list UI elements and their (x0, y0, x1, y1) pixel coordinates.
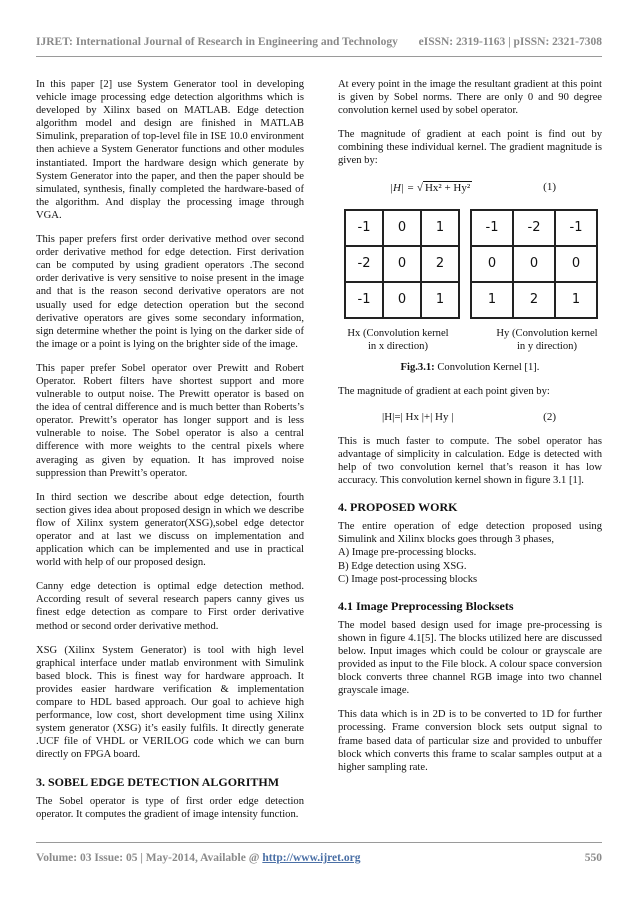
hx-caption (338, 327, 458, 353)
section-heading-4-1: 4.1 Image Preprocessing Blocksets (338, 598, 514, 613)
list-item: B) Edge detection using XSG. (338, 560, 467, 572)
page-footer (36, 852, 602, 864)
hx-caption-line: Hx (Convolution kernel (347, 327, 449, 339)
figure-label: Fig.3.1: (400, 361, 435, 373)
kernel-cell: 1 (421, 210, 459, 246)
eq2-expression: |H|=| Hx |+| Hy | (382, 410, 454, 423)
journal-title: IJRET: International Journal of Research in Engineering and Technology (36, 36, 398, 48)
paragraph: The Sobel operator is type of first order edge detection operator. It computes the gradient of image intensity function. (36, 795, 304, 820)
paragraph: In this paper [2] use System Generator tool in developing vehicle image processing edge detection algorithms which is developed by Xilinx based on MATLAB. Edge detection algorithm model and design are finished in MATLAB Simulink, preparation of top-level file in ISE 10.0 environment then achieve a System Generator functions and other modules instantiated. Import the hardware design which generate by System Generator into the paper, and then the paper should be simulated, synthesis, finally completed the hardware-based of the algorithm. And display the processing image through VGA. (36, 79, 304, 221)
kernel-cell: -2 (513, 210, 555, 246)
kernel-cell: -1 (471, 210, 513, 246)
paragraph: The magnitude of gradient at each point given by: (338, 385, 550, 397)
hy-kernel-grid (470, 209, 598, 319)
hy-caption (482, 327, 612, 353)
hy-caption-line: Hy (Convolution kernel (496, 327, 598, 339)
kernel-cell: 0 (555, 246, 597, 282)
right-column (338, 78, 602, 785)
paragraph: The model based design used for image pre-processing is shown in figure 4.1[5]. The blocks utilized here are discussed below. Input images which could be colour or grayscale are provided as input to the File block. A colour space conversion block converts three channel RGB image into two channel grayscale image. (338, 619, 602, 697)
list-item: A) Image pre-processing blocks. (338, 547, 477, 559)
kernel-cell: 1 (421, 282, 459, 318)
paragraph: Canny edge detection is optimal edge detection method. According result of several research papers canny gives us finest edge detection as compare to First order derivative method or second order derivative method. (36, 581, 304, 632)
kernel-cell: 0 (383, 282, 421, 318)
eq1-number: (1) (543, 180, 556, 193)
kernel-captions (338, 327, 602, 355)
paragraph: This paper prefers first order derivative method over second order derivative method for edge detection. First derivation can be computed by using gradient operators .The second order derivative is very sensitive to noise present in the image and that is the reason second derivative operators are not usually used for edge detection operation but the second derivative operators are gives some secondary information, sign determine whether the point is lying on the darker side of the image or a point is lying on the brighter side of the image. (36, 234, 304, 350)
paragraph: This is much faster to compute. The sobel operator has advantage of simplicity in calculation. Edge is detected with help of two convolution kernel that’s reason it has low accuracy. This convolution kernel shown in figure 3.1 [1]. (338, 435, 602, 487)
hx-kernel-grid (344, 209, 460, 319)
figure-caption (338, 361, 602, 374)
phase-list (338, 520, 602, 585)
paragraph: At every point in the image the resultant gradient at this point is given by Sobel norms. There are only 0 and 90 degree convolution kernel used by sobel operator. (338, 79, 602, 117)
journal-link[interactable]: http://www.ijret.org (262, 852, 361, 864)
kernel-cell: 0 (471, 246, 513, 282)
kernel-cell: 1 (555, 282, 597, 318)
kernel-cell: -1 (555, 210, 597, 246)
kernel-cell: 2 (513, 282, 555, 318)
section-heading-4: 4. PROPOSED WORK (338, 500, 458, 515)
issn: eISSN: 2319-1163 | pISSN: 2321-7308 (418, 36, 602, 48)
left-column (36, 78, 304, 832)
paragraph: This data which is in 2D is to be converted to 1D for further processing. Frame conversion block sets output signal to frame based data of particular size and provided to unbuffer block which converts this frame to scalar samples output at a higher sampling rate. (338, 709, 602, 773)
kernel-cell: -2 (345, 246, 383, 282)
kernel-cell: 0 (513, 246, 555, 282)
kernel-cell: 2 (421, 246, 459, 282)
kernel-cell: 0 (383, 210, 421, 246)
phase-intro: The entire operation of edge detection proposed using Simulink and Xilinx blocks goes through 3 phases, (338, 521, 602, 546)
section-heading-3: 3. SOBEL EDGE DETECTION ALGORITHM (36, 774, 280, 789)
paragraph: XSG (Xilinx System Generator) is tool with high level graphical interface under matlab environment with Simulink based block. This is finest way for hardware approach. It provides easier hardware verification & implementation compare to HDL based approach. Our goal to achieve high performance, low cost, short development time using Xilinx system generator (XSG) it’s easily fulfils. It directly generate .UCF file of VHDL or VERILOG code which we can burn directly on FPGA board. (36, 644, 304, 761)
paragraph: The magnitude of gradient at each point is find out by combining these individual kernel. The gradient magnitude is given by: (338, 129, 602, 167)
kernel-cell: -1 (345, 282, 383, 318)
equation-2 (338, 409, 602, 427)
eq1-lhs: |H| = (390, 181, 417, 194)
kernel-cell: -1 (345, 210, 383, 246)
header-rule (36, 56, 602, 57)
hy-caption-line: in y direction) (516, 340, 577, 352)
figure-caption-text: Convolution Kernel [1]. (434, 361, 540, 373)
paragraph: This paper prefer Sobel operator over Prewitt and Robert Operator. Robert filters have shortest support and more vulnerable to output noise. The Prewitt operator is based on the idea of central difference and is much better than Roberts’s operator. Prewitt’s operator has longer support and is less vulnerable to noise. The Sobel operator is also a central difference with more weights to the central pixels where averaging as given by equation. It has improved noise suppression than Prewitt’s operator. (36, 362, 304, 479)
list-item: C) Image post-processing blocks (338, 573, 478, 585)
footer-rule (36, 842, 602, 843)
kernel-cell: 1 (471, 282, 513, 318)
eq2-number: (2) (543, 410, 556, 423)
eq1-radicand: Hx² + Hy² (424, 181, 471, 194)
footer-volume: Volume: 03 Issue: 05 | May-2014, Available @ (36, 852, 263, 864)
page-number: 550 (584, 852, 602, 864)
kernel-cell: 0 (383, 246, 421, 282)
equation-1: |H| = √ Hx² + Hy² (1) (390, 180, 556, 194)
hx-caption-line: in x direction) (367, 340, 428, 352)
paragraph: In third section we describe about edge detection, fourth section gives idea about proposed design in which we describe flow of Xilinx system generator(XSG),sobel edge detector operator and at last we discuss on implementation and application which can be implemented and use in practical world with help of our proposed design. (36, 491, 304, 569)
convolution-kernels-figure (338, 209, 602, 321)
